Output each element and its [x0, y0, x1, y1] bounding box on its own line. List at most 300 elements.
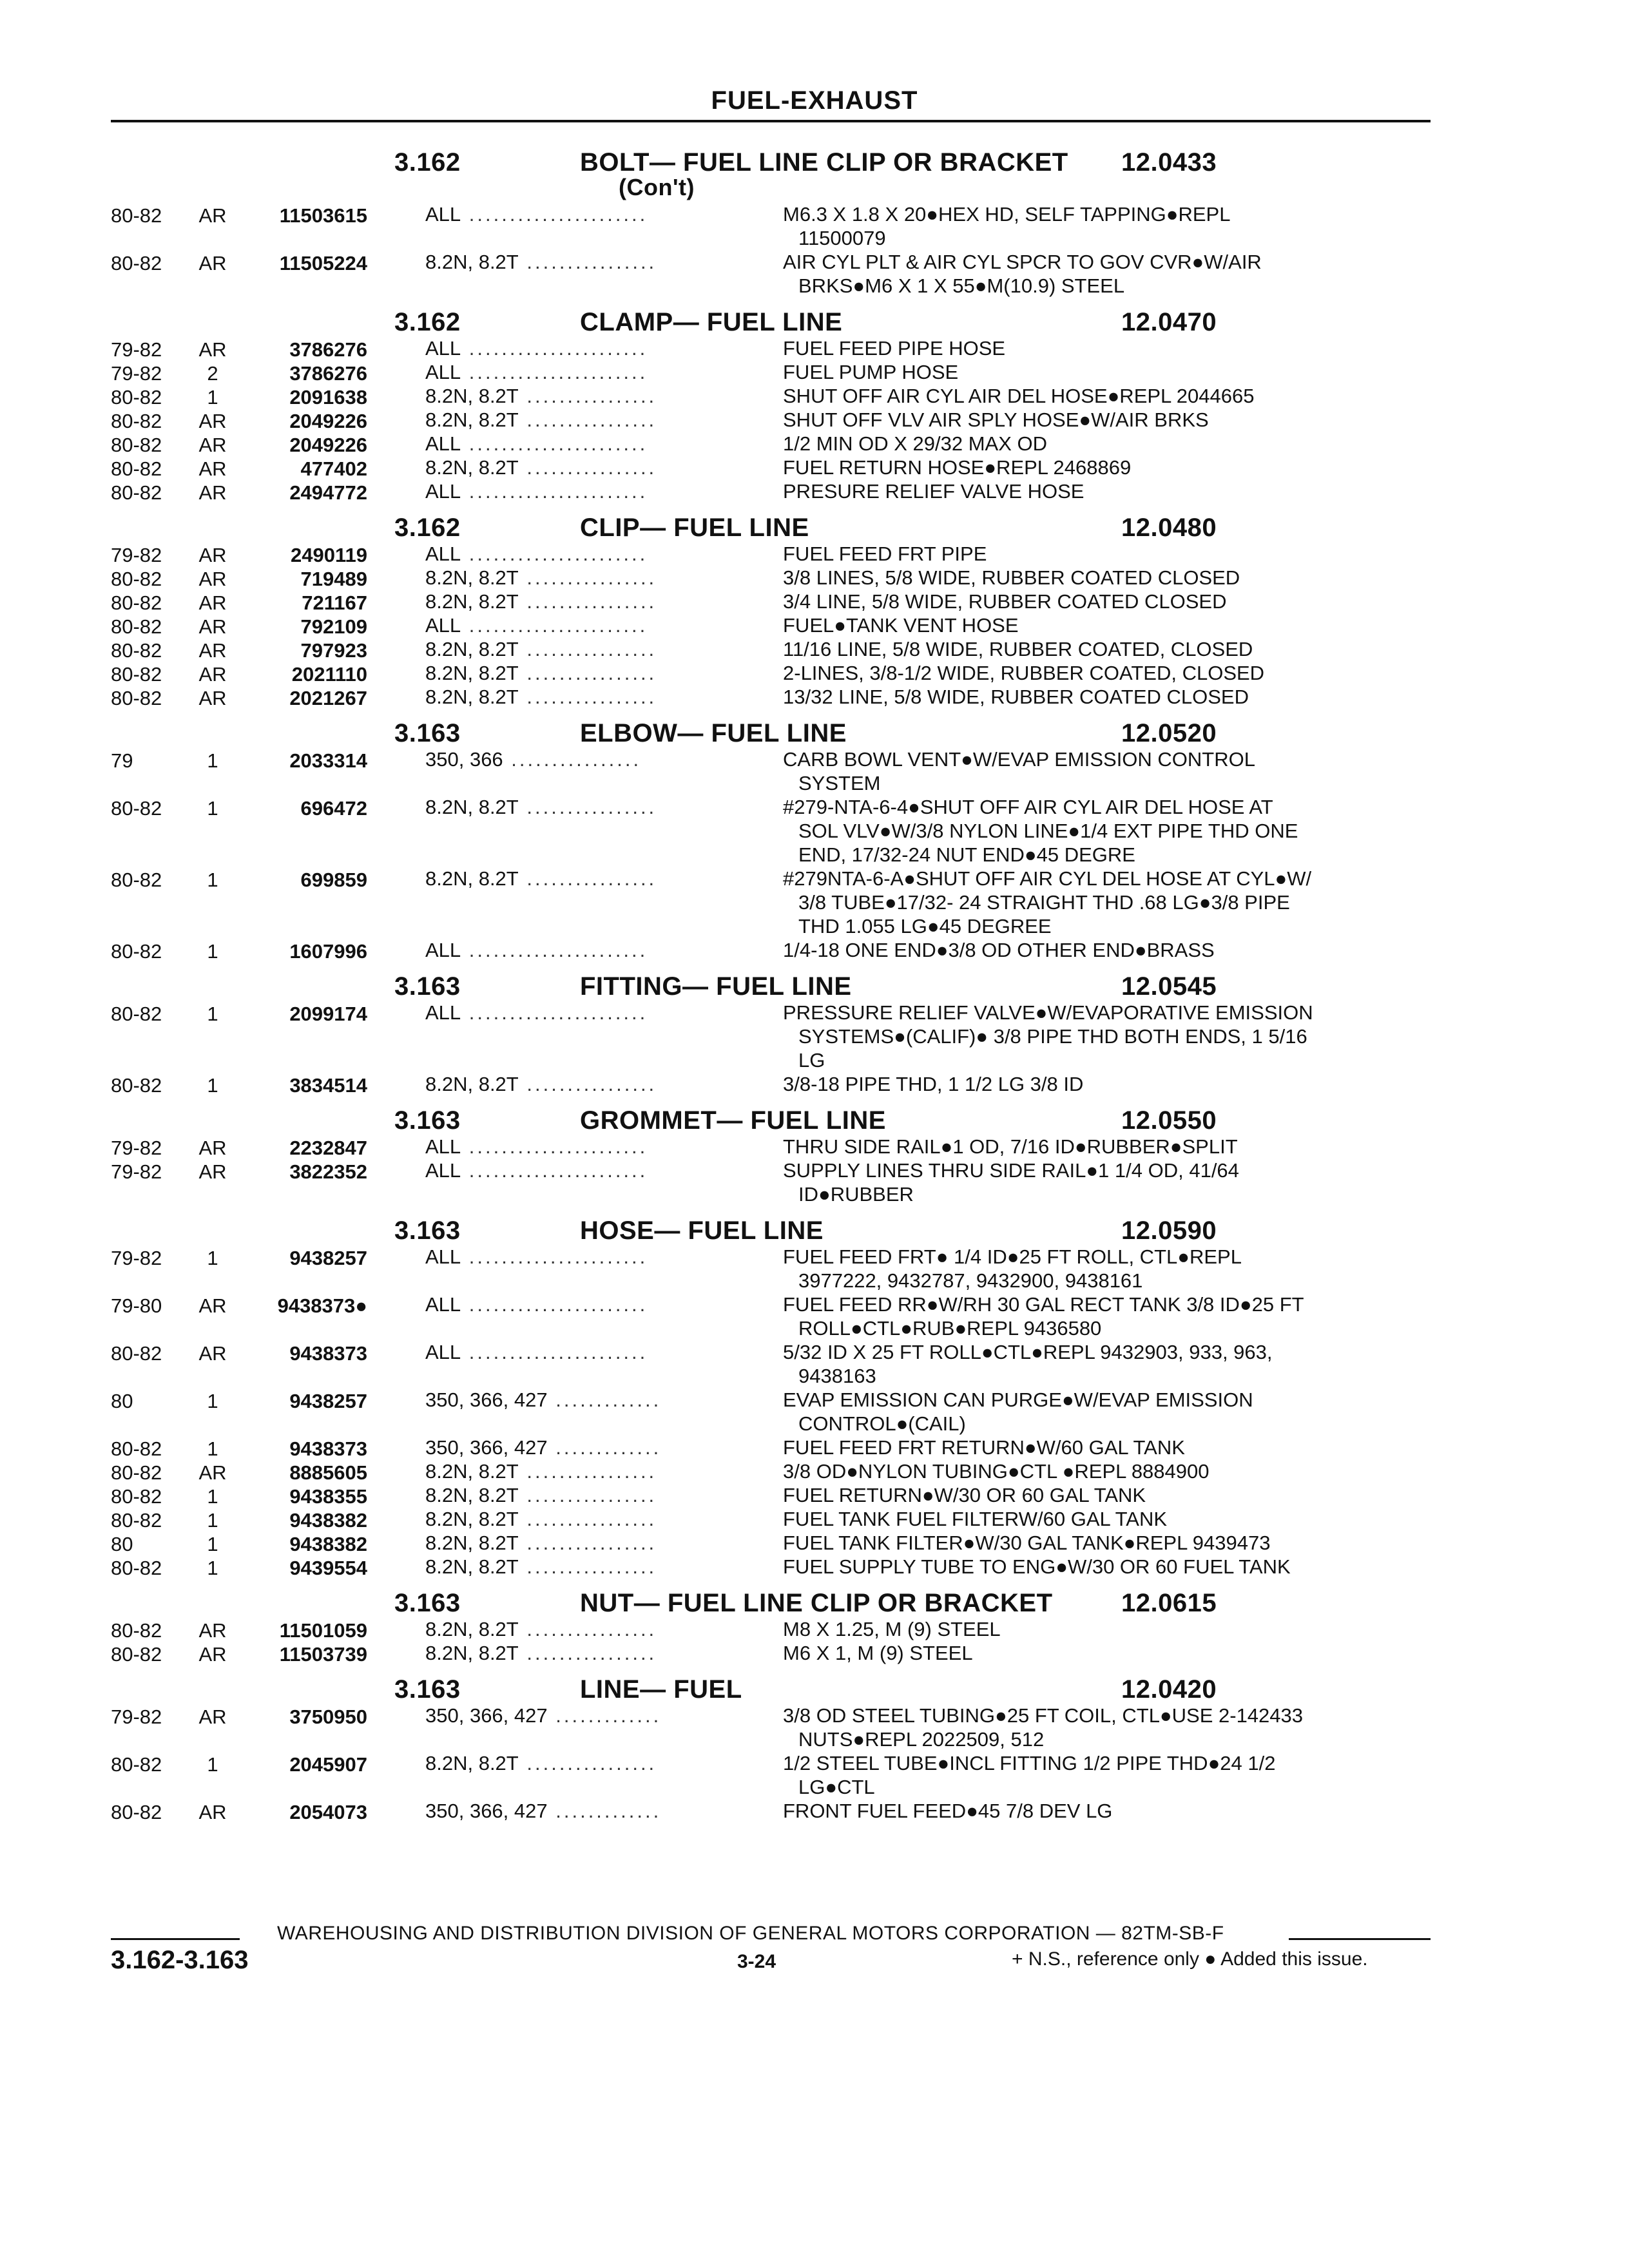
leader-dots: .............	[547, 1800, 662, 1822]
model-cell	[425, 1459, 760, 1483]
leader-dots: ......................	[461, 543, 648, 565]
parts-section	[0, 1584, 1629, 1665]
part-description	[783, 685, 1447, 709]
quantity: AR	[198, 1706, 227, 1728]
part-description	[783, 1388, 1447, 1436]
section-number: 3.162	[394, 148, 461, 177]
model-cell	[425, 1293, 760, 1316]
quantity: 1	[207, 749, 218, 772]
section-number: 3.163	[394, 1216, 461, 1245]
part-description	[783, 479, 1447, 503]
part-description	[783, 1135, 1447, 1158]
description-line: 1/2 STEEL TUBE●INCL FITTING 1/2 PIPE THD●24 1/2	[783, 1752, 1276, 1774]
description-line: 3/8 TUBE●17/32- 24 STRAIGHT THD .68 LG●3/8 PIPE	[798, 891, 1290, 914]
model-years: 80-82	[111, 1074, 162, 1097]
model-years: 80-82	[111, 797, 162, 820]
model-cell	[425, 1617, 760, 1641]
model-cell	[425, 384, 760, 408]
quantity: 1	[207, 1753, 218, 1776]
quantity: AR	[198, 544, 227, 566]
section-header	[0, 303, 1629, 336]
leader-dots: ................	[518, 686, 657, 708]
quantity: AR	[198, 434, 227, 456]
leader-dots: ......................	[461, 480, 648, 503]
model-applicability: ALL	[425, 1159, 461, 1182]
section-title: GROMMET— FUEL LINE	[580, 1106, 886, 1135]
quantity: AR	[198, 1801, 227, 1823]
model-cell	[425, 432, 760, 456]
model-cell	[425, 661, 760, 685]
part-description	[783, 250, 1447, 298]
section-code: 12.0520	[1121, 719, 1217, 747]
part-row	[0, 542, 1629, 566]
description-line: 3977222, 9432787, 9432900, 9438161	[798, 1269, 1143, 1292]
part-description	[783, 1072, 1447, 1096]
part-row	[0, 1799, 1629, 1823]
model-cell	[425, 1340, 760, 1364]
section-title: HOSE— FUEL LINE	[580, 1216, 824, 1245]
leader-dots: ......................	[461, 614, 648, 637]
part-description	[783, 566, 1447, 590]
model-cell	[425, 685, 760, 709]
part-row	[0, 1531, 1629, 1555]
part-description	[783, 1158, 1447, 1206]
part-description	[783, 1641, 1447, 1665]
part-description	[783, 637, 1447, 661]
model-applicability: 8.2N, 8.2T	[425, 686, 519, 708]
part-description	[783, 867, 1447, 938]
section-header	[0, 143, 1629, 202]
part-description	[783, 1507, 1447, 1531]
model-years: 80	[111, 1533, 133, 1555]
model-applicability: ALL	[425, 432, 461, 455]
parts-section	[0, 967, 1629, 1096]
description-line: #279NTA-6-A●SHUT OFF AIR CYL DEL HOSE AT CYL●W/	[783, 867, 1312, 890]
part-number: 9438373	[289, 1342, 367, 1365]
section-header	[0, 1584, 1629, 1617]
leader-dots: ......................	[461, 1135, 648, 1158]
model-years: 80-82	[111, 1801, 162, 1823]
part-row	[0, 1751, 1629, 1799]
model-cell	[425, 867, 760, 890]
section-number: 3.163	[394, 972, 461, 1001]
quantity: 1	[207, 940, 218, 963]
part-description	[783, 1001, 1447, 1072]
quantity: AR	[198, 252, 227, 274]
model-years: 80-82	[111, 687, 162, 709]
part-row	[0, 1072, 1629, 1096]
quantity: AR	[198, 615, 227, 638]
model-years: 80-82	[111, 386, 162, 408]
section-code: 12.0615	[1121, 1589, 1217, 1617]
part-description	[783, 336, 1447, 360]
part-number: 2091638	[289, 386, 367, 408]
header-rule	[111, 120, 1431, 122]
part-description	[783, 202, 1447, 250]
parts-section	[0, 303, 1629, 503]
quantity: AR	[198, 457, 227, 480]
leader-dots: ................	[518, 1555, 657, 1578]
leader-dots: ................	[518, 408, 657, 431]
leader-dots: ................	[518, 251, 657, 273]
part-row	[0, 867, 1629, 938]
model-applicability: 350, 366, 427	[425, 1704, 548, 1727]
description-line: FUEL FEED FRT PIPE	[783, 543, 987, 565]
part-row	[0, 432, 1629, 456]
description-line: ID●RUBBER	[798, 1183, 914, 1206]
section-code: 12.0470	[1121, 308, 1217, 336]
quantity: AR	[198, 410, 227, 432]
description-line: LG●CTL	[798, 1776, 875, 1798]
part-row	[0, 202, 1629, 250]
part-description	[783, 542, 1447, 566]
leader-dots: ................	[518, 1073, 657, 1095]
model-applicability: 8.2N, 8.2T	[425, 1508, 519, 1530]
part-number: 11503739	[279, 1643, 367, 1666]
description-line: 3/4 LINE, 5/8 WIDE, RUBBER COATED CLOSED	[783, 590, 1227, 613]
section-number: 3.163	[394, 719, 461, 747]
model-cell	[425, 250, 760, 274]
part-row	[0, 590, 1629, 613]
quantity: AR	[198, 481, 227, 504]
description-line: BRKS●M6 X 1 X 55●M(10.9) STEEL	[798, 274, 1125, 297]
model-applicability: ALL	[425, 361, 461, 383]
description-line: 11500079	[798, 227, 886, 249]
part-number: 9438373●	[277, 1294, 367, 1317]
part-number: 2049226	[289, 410, 367, 432]
part-number: 9438257	[289, 1247, 367, 1269]
model-years: 80	[111, 1390, 133, 1412]
model-applicability: ALL	[425, 1245, 461, 1268]
description-line: M6.3 X 1.8 X 20●HEX HD, SELF TAPPING●REPL	[783, 203, 1231, 226]
model-years: 80-82	[111, 591, 162, 614]
model-cell	[425, 1531, 760, 1555]
footer-legend: + N.S., reference only ● Added this issue.	[1012, 1948, 1368, 1970]
model-years: 79-82	[111, 1247, 162, 1269]
leader-dots: ................	[518, 566, 657, 589]
section-title: FITTING— FUEL LINE	[580, 972, 852, 1001]
model-cell	[425, 336, 760, 360]
model-applicability: ALL	[425, 939, 461, 961]
footer-rule-left	[111, 1938, 240, 1940]
description-line: PRESURE RELIEF VALVE HOSE	[783, 480, 1084, 503]
part-number: 2099174	[289, 1003, 367, 1025]
description-line: CONTROL●(CAIL)	[798, 1412, 966, 1435]
model-cell	[425, 795, 760, 819]
description-line: 1/4-18 ONE END●3/8 OD OTHER END●BRASS	[783, 939, 1215, 961]
quantity: AR	[198, 1643, 227, 1666]
model-years: 79-82	[111, 1160, 162, 1183]
section-code: 12.0550	[1121, 1106, 1217, 1135]
description-line: 3/8 OD●NYLON TUBING●CTL ●REPL 8884900	[783, 1460, 1210, 1483]
description-line: 2-LINES, 3/8-1/2 WIDE, RUBBER COATED, CLOSED	[783, 662, 1265, 684]
model-applicability: 350, 366, 427	[425, 1436, 548, 1459]
quantity: AR	[198, 1461, 227, 1484]
model-applicability: 8.2N, 8.2T	[425, 1460, 519, 1483]
part-number: 2045907	[289, 1753, 367, 1776]
quantity: AR	[198, 663, 227, 686]
leader-dots: .............	[547, 1389, 662, 1411]
part-row	[0, 479, 1629, 503]
part-row	[0, 250, 1629, 298]
section-header	[0, 1101, 1629, 1135]
description-line: ROLL●CTL●RUB●REPL 9436580	[798, 1317, 1102, 1340]
model-applicability: 8.2N, 8.2T	[425, 796, 519, 818]
leader-dots: ......................	[461, 1159, 648, 1182]
model-applicability: 8.2N, 8.2T	[425, 1555, 519, 1578]
part-row	[0, 1245, 1629, 1293]
leader-dots: ................	[518, 1484, 657, 1506]
part-row	[0, 795, 1629, 867]
part-number: 2033314	[289, 749, 367, 772]
parts-section	[0, 1670, 1629, 1823]
part-number: 3786276	[289, 338, 367, 361]
parts-sections	[0, 143, 1629, 1828]
description-line: AIR CYL PLT & AIR CYL SPCR TO GOV CVR●W/AIR	[783, 251, 1262, 273]
part-description	[783, 1751, 1447, 1799]
part-number: 2494772	[289, 481, 367, 504]
model-years: 80-82	[111, 869, 162, 891]
part-number: 9438257	[289, 1390, 367, 1412]
part-number: 11505224	[279, 252, 367, 274]
part-number: 2232847	[289, 1137, 367, 1159]
model-cell	[425, 613, 760, 637]
part-description	[783, 747, 1447, 795]
part-row	[0, 1436, 1629, 1459]
model-years: 79-82	[111, 544, 162, 566]
leader-dots: ................	[518, 456, 657, 479]
model-years: 79-80	[111, 1294, 162, 1317]
model-years: 80-82	[111, 1619, 162, 1642]
part-number: 2054073	[289, 1801, 367, 1823]
parts-section	[0, 508, 1629, 709]
leader-dots: ......................	[461, 1245, 648, 1268]
part-description	[783, 661, 1447, 685]
model-cell	[425, 938, 760, 962]
model-cell	[425, 1555, 760, 1579]
model-cell	[425, 1507, 760, 1531]
page-title: FUEL-EXHAUST	[711, 86, 918, 115]
model-years: 80-82	[111, 1342, 162, 1365]
part-number: 9438355	[289, 1485, 367, 1508]
part-row	[0, 384, 1629, 408]
part-description	[783, 360, 1447, 384]
part-number: 719489	[300, 568, 367, 590]
part-number: 2021110	[291, 663, 367, 686]
description-line: SOL VLV●W/3/8 NYLON LINE●1/4 EXT PIPE THD ONE	[798, 820, 1298, 842]
model-applicability: 8.2N, 8.2T	[425, 566, 519, 589]
description-line: CARB BOWL VENT●W/EVAP EMISSION CONTROL	[783, 748, 1255, 771]
part-description	[783, 1340, 1447, 1388]
section-code: 12.0545	[1121, 972, 1217, 1001]
model-cell	[425, 1158, 760, 1182]
part-row	[0, 1001, 1629, 1072]
model-cell	[425, 1799, 760, 1823]
description-line: FUEL RETURN●W/30 OR 60 GAL TANK	[783, 1484, 1146, 1506]
section-title: CLAMP— FUEL LINE	[580, 308, 843, 336]
model-years: 80-82	[111, 1643, 162, 1666]
part-row	[0, 1135, 1629, 1158]
part-number: 3750950	[289, 1706, 367, 1728]
model-applicability: ALL	[425, 1341, 461, 1363]
model-years: 80-82	[111, 1557, 162, 1579]
model-applicability: 350, 366	[425, 748, 503, 771]
part-description	[783, 456, 1447, 479]
leader-dots: ................	[518, 385, 657, 407]
model-years: 80-82	[111, 1437, 162, 1460]
part-row	[0, 637, 1629, 661]
description-line: END, 17/32-24 NUT END●45 DEGRE	[798, 843, 1135, 866]
model-applicability: ALL	[425, 1001, 461, 1024]
model-years: 80-82	[111, 663, 162, 686]
section-title: BOLT— FUEL LINE CLIP OR BRACKET	[580, 148, 1068, 177]
model-years: 80-82	[111, 1485, 162, 1508]
quantity: 1	[207, 1437, 218, 1460]
leader-dots: ................	[518, 796, 657, 818]
part-row	[0, 1459, 1629, 1483]
model-years: 80-82	[111, 204, 162, 227]
part-number: 2021267	[289, 687, 367, 709]
footer-page-number: 3-24	[737, 1951, 776, 1972]
quantity: 1	[207, 386, 218, 408]
parts-section	[0, 1211, 1629, 1579]
part-row	[0, 456, 1629, 479]
part-row	[0, 1483, 1629, 1507]
model-cell	[425, 1388, 760, 1412]
part-row	[0, 566, 1629, 590]
leader-dots: ................	[518, 1460, 657, 1483]
model-years: 80-82	[111, 568, 162, 590]
quantity: AR	[198, 1619, 227, 1642]
model-cell	[425, 202, 760, 226]
part-description	[783, 408, 1447, 432]
quantity: AR	[198, 687, 227, 709]
model-years: 80-82	[111, 252, 162, 274]
description-line: FUEL FEED FRT● 1/4 ID●25 FT ROLL, CTL●REPL	[783, 1245, 1242, 1268]
description-line: SHUT OFF AIR CYL AIR DEL HOSE●REPL 2044665	[783, 385, 1255, 407]
part-number: 9438373	[289, 1437, 367, 1460]
model-cell	[425, 1704, 760, 1727]
footer-publisher: WAREHOUSING AND DISTRIBUTION DIVISION OF GENERAL MOTORS CORPORATION — 82TM-SB-F	[277, 1923, 1224, 1944]
description-line: 9438163	[798, 1365, 876, 1387]
leader-dots: ......................	[461, 1001, 648, 1024]
part-number: 11503615	[279, 204, 367, 227]
model-years: 80-82	[111, 940, 162, 963]
model-cell	[425, 1641, 760, 1665]
model-cell	[425, 566, 760, 590]
leader-dots: .............	[547, 1436, 662, 1459]
leader-dots: ................	[518, 590, 657, 613]
quantity: 1	[207, 797, 218, 820]
section-code: 12.0590	[1121, 1216, 1217, 1245]
model-years: 79	[111, 749, 133, 772]
description-line: FUEL TANK FUEL FILTERW/60 GAL TANK	[783, 1508, 1168, 1530]
model-years: 80-82	[111, 615, 162, 638]
description-line: THRU SIDE RAIL●1 OD, 7/16 ID●RUBBER●SPLIT	[783, 1135, 1238, 1158]
part-description	[783, 1293, 1447, 1340]
model-years: 80-82	[111, 1003, 162, 1025]
model-applicability: 8.2N, 8.2T	[425, 1073, 519, 1095]
part-row	[0, 613, 1629, 637]
model-applicability: 8.2N, 8.2T	[425, 662, 519, 684]
section-number: 3.163	[394, 1106, 461, 1135]
section-header	[0, 1670, 1629, 1704]
part-number: 8885605	[289, 1461, 367, 1484]
description-line: EVAP EMISSION CAN PURGE●W/EVAP EMISSION	[783, 1389, 1253, 1411]
part-row	[0, 408, 1629, 432]
part-description	[783, 795, 1447, 867]
model-cell	[425, 1751, 760, 1775]
quantity: 1	[207, 1074, 218, 1097]
description-line: #279-NTA-6-4●SHUT OFF AIR CYL AIR DEL HOSE AT	[783, 796, 1273, 818]
description-line: FUEL FEED PIPE HOSE	[783, 337, 1006, 360]
part-description	[783, 1555, 1447, 1579]
description-line: 1/2 MIN OD X 29/32 MAX OD	[783, 432, 1048, 455]
leader-dots: ................	[518, 662, 657, 684]
leader-dots: ................	[518, 1752, 657, 1774]
parts-section	[0, 714, 1629, 962]
part-row	[0, 1617, 1629, 1641]
description-line: THD 1.055 LG●45 DEGREE	[798, 915, 1052, 937]
model-applicability: 350, 366, 427	[425, 1389, 548, 1411]
description-line: 3/8-18 PIPE THD, 1 1/2 LG 3/8 ID	[783, 1073, 1084, 1095]
model-years: 80-82	[111, 639, 162, 662]
model-years: 80-82	[111, 1753, 162, 1776]
model-applicability: 8.2N, 8.2T	[425, 408, 519, 431]
quantity: AR	[198, 639, 227, 662]
quantity: 1	[207, 1003, 218, 1025]
quantity: AR	[198, 1294, 227, 1317]
section-title: CLIP— FUEL LINE	[580, 514, 809, 542]
part-row	[0, 360, 1629, 384]
model-applicability: 8.2N, 8.2T	[425, 1618, 519, 1640]
section-number: 3.163	[394, 1589, 461, 1617]
leader-dots: ................	[518, 1532, 657, 1554]
part-description	[783, 613, 1447, 637]
part-number: 696472	[300, 797, 367, 820]
part-number: 792109	[300, 615, 367, 638]
model-cell	[425, 542, 760, 566]
model-applicability: 8.2N, 8.2T	[425, 590, 519, 613]
section-number: 3.163	[394, 1675, 461, 1704]
part-number: 477402	[300, 457, 367, 480]
quantity: AR	[198, 568, 227, 590]
quantity: AR	[198, 591, 227, 614]
footer-section-range: 3.162-3.163	[111, 1946, 249, 1974]
section-header	[0, 1211, 1629, 1245]
part-row	[0, 1293, 1629, 1340]
description-line: SUPPLY LINES THRU SIDE RAIL●1 1/4 OD, 41/64	[783, 1159, 1239, 1182]
part-row	[0, 1555, 1629, 1579]
part-description	[783, 1459, 1447, 1483]
description-line: SYSTEMS●(CALIF)● 3/8 PIPE THD BOTH ENDS, 1 5/16	[798, 1025, 1307, 1048]
model-applicability: ALL	[425, 1135, 461, 1158]
part-row	[0, 1704, 1629, 1751]
part-row	[0, 747, 1629, 795]
part-description	[783, 432, 1447, 456]
leader-dots: ......................	[461, 361, 648, 383]
part-description	[783, 1436, 1447, 1459]
part-number: 721167	[302, 591, 367, 614]
part-row	[0, 1388, 1629, 1436]
description-line: FUEL TANK FILTER●W/30 GAL TANK●REPL 9439473	[783, 1532, 1271, 1554]
quantity: AR	[198, 338, 227, 361]
part-number: 2490119	[291, 544, 367, 566]
model-applicability: 8.2N, 8.2T	[425, 1484, 519, 1506]
model-years: 80-82	[111, 481, 162, 504]
quantity: 1	[207, 1485, 218, 1508]
part-description	[783, 1617, 1447, 1641]
